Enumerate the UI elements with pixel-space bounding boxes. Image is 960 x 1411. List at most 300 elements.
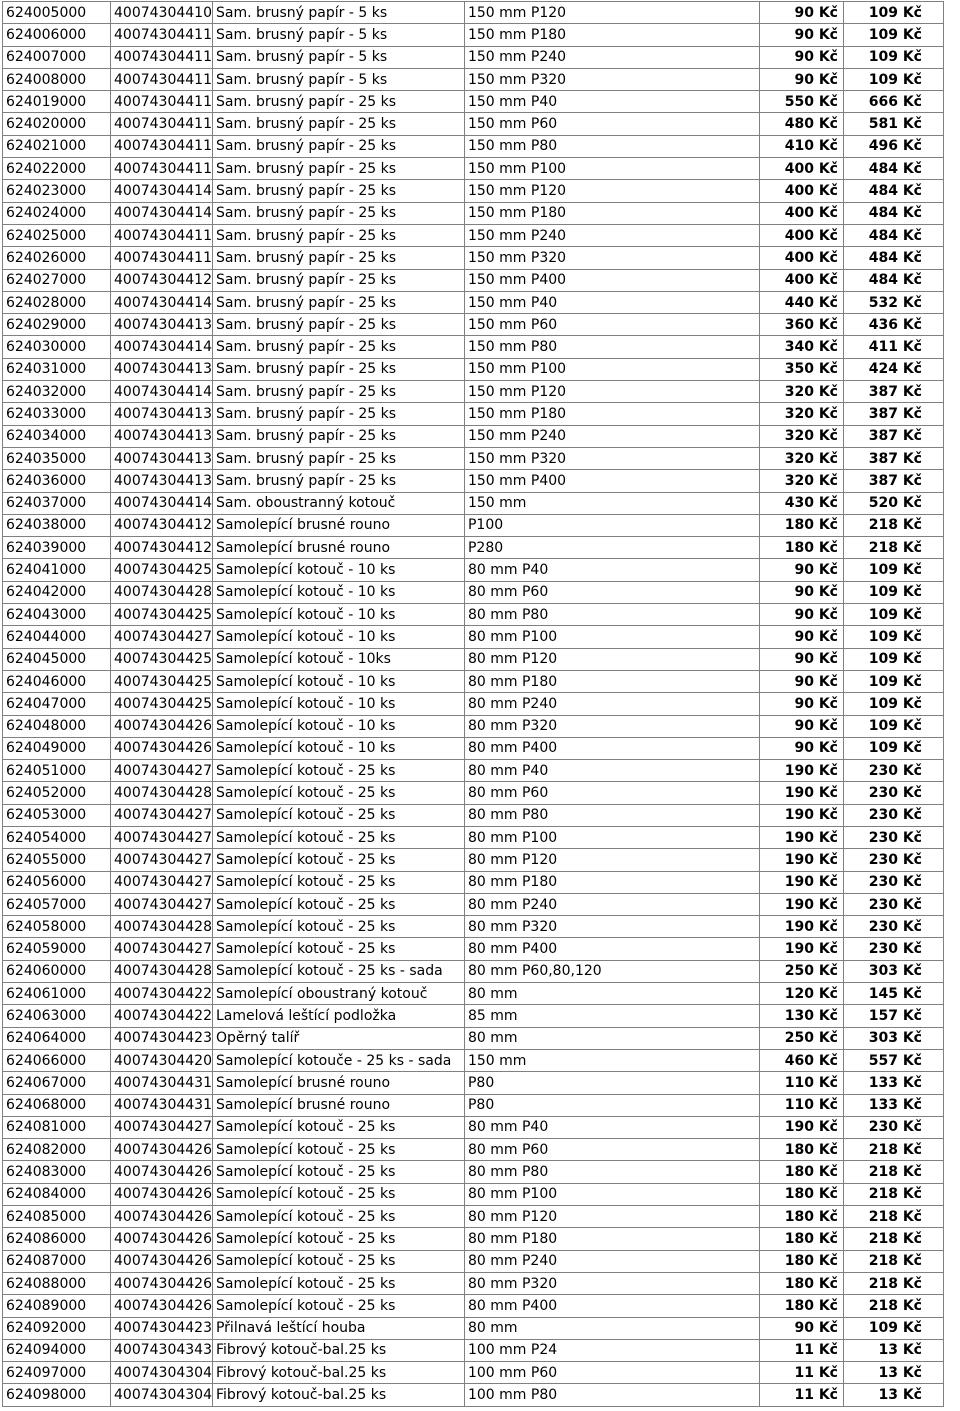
price-cell: 190 Kč: [759, 938, 843, 960]
size-grit-cell: 80 mm: [464, 1317, 759, 1339]
product-code-cell: 624064000: [3, 1027, 111, 1049]
ean-cell: 40074304428: [111, 960, 213, 982]
price-with-vat-cell: 109 Kč: [843, 626, 943, 648]
price-with-vat-cell: 484 Kč: [843, 180, 943, 202]
price-cell: 180 Kč: [759, 1295, 843, 1317]
ean-cell: 40074304412: [111, 537, 213, 559]
table-row: [3, 983, 944, 1005]
price-cell: 90 Kč: [759, 2, 843, 24]
price-list-body: [3, 2, 944, 1407]
product-code-cell: 624045000: [3, 648, 111, 670]
price-with-vat-cell: 218 Kč: [843, 1228, 943, 1250]
price-cell: 440 Kč: [759, 291, 843, 313]
ean-cell: 40074304411: [111, 113, 213, 135]
table-row: [3, 871, 944, 893]
size-grit-cell: 80 mm P80: [464, 604, 759, 626]
size-grit-cell: 150 mm P40: [464, 91, 759, 113]
table-row: [3, 581, 944, 603]
price-with-vat-cell: 230 Kč: [843, 760, 943, 782]
size-grit-cell: 150 mm P100: [464, 358, 759, 380]
ean-cell: 40074304431: [111, 1072, 213, 1094]
table-row: [3, 1139, 944, 1161]
product-name-cell: Sam. brusný papír - 25 ks: [212, 247, 464, 269]
size-grit-cell: 150 mm P240: [464, 224, 759, 246]
price-cell: 180 Kč: [759, 1206, 843, 1228]
product-code-cell: 624028000: [3, 291, 111, 313]
price-cell: 90 Kč: [759, 670, 843, 692]
price-cell: 430 Kč: [759, 492, 843, 514]
table-row: [3, 1005, 944, 1027]
product-name-cell: Sam. brusný papír - 25 ks: [212, 403, 464, 425]
product-code-cell: 624027000: [3, 269, 111, 291]
product-name-cell: Sam. brusný papír - 25 ks: [212, 381, 464, 403]
product-name-cell: Sam. brusný papír - 25 ks: [212, 91, 464, 113]
ean-cell: 40074304414: [111, 492, 213, 514]
table-row: [3, 916, 944, 938]
size-grit-cell: 150 mm P240: [464, 425, 759, 447]
price-with-vat-cell: 109 Kč: [843, 1317, 943, 1339]
product-name-cell: Fibrový kotouč-bal.25 ks: [212, 1339, 464, 1361]
ean-cell: 40074304426: [111, 1161, 213, 1183]
product-name-cell: Samolepící brusné rouno: [212, 537, 464, 559]
product-name-cell: Sam. brusný papír - 25 ks: [212, 113, 464, 135]
table-row: [3, 135, 944, 157]
size-grit-cell: 150 mm P60: [464, 113, 759, 135]
price-cell: 190 Kč: [759, 871, 843, 893]
product-code-cell: 624086000: [3, 1228, 111, 1250]
size-grit-cell: 80 mm P180: [464, 670, 759, 692]
table-row: [3, 224, 944, 246]
price-with-vat-cell: 133 Kč: [843, 1094, 943, 1116]
table-row: [3, 113, 944, 135]
price-with-vat-cell: 218 Kč: [843, 1183, 943, 1205]
table-row: [3, 1072, 944, 1094]
price-with-vat-cell: 484 Kč: [843, 247, 943, 269]
price-with-vat-cell: 303 Kč: [843, 1027, 943, 1049]
ean-cell: 40074304411: [111, 224, 213, 246]
price-with-vat-cell: 218 Kč: [843, 1206, 943, 1228]
ean-cell: 40074304426: [111, 1295, 213, 1317]
size-grit-cell: 80 mm P60,80,120: [464, 960, 759, 982]
price-with-vat-cell: 484 Kč: [843, 158, 943, 180]
size-grit-cell: 80 mm P40: [464, 559, 759, 581]
price-with-vat-cell: 109 Kč: [843, 604, 943, 626]
product-code-cell: 624043000: [3, 604, 111, 626]
size-grit-cell: 150 mm P400: [464, 269, 759, 291]
size-grit-cell: 80 mm: [464, 1027, 759, 1049]
price-with-vat-cell: 230 Kč: [843, 938, 943, 960]
product-name-cell: Sam. brusný papír - 25 ks: [212, 202, 464, 224]
table-row: [3, 670, 944, 692]
product-code-cell: 624085000: [3, 1206, 111, 1228]
ean-cell: 40074304427: [111, 760, 213, 782]
price-cell: 350 Kč: [759, 358, 843, 380]
table-row: [3, 1116, 944, 1138]
product-name-cell: Sam. brusný papír - 25 ks: [212, 269, 464, 291]
price-with-vat-cell: 145 Kč: [843, 983, 943, 1005]
price-with-vat-cell: 109 Kč: [843, 648, 943, 670]
ean-cell: 40074304426: [111, 1228, 213, 1250]
size-grit-cell: 150 mm P60: [464, 314, 759, 336]
size-grit-cell: 80 mm P60: [464, 581, 759, 603]
product-code-cell: 624058000: [3, 916, 111, 938]
table-row: [3, 403, 944, 425]
table-row: [3, 604, 944, 626]
ean-cell: 40074304428: [111, 581, 213, 603]
table-row: [3, 782, 944, 804]
price-with-vat-cell: 666 Kč: [843, 91, 943, 113]
product-code-cell: 624039000: [3, 537, 111, 559]
product-name-cell: Lamelová leštící podložka: [212, 1005, 464, 1027]
product-code-cell: 624061000: [3, 983, 111, 1005]
product-name-cell: Samolepící kotouč - 25 ks: [212, 826, 464, 848]
ean-cell: 40074304412: [111, 514, 213, 536]
size-grit-cell: P100: [464, 514, 759, 536]
ean-cell: 40074304425: [111, 693, 213, 715]
size-grit-cell: 80 mm P180: [464, 871, 759, 893]
size-grit-cell: 150 mm P40: [464, 291, 759, 313]
price-cell: 480 Kč: [759, 113, 843, 135]
product-code-cell: 624056000: [3, 871, 111, 893]
price-with-vat-cell: 109 Kč: [843, 737, 943, 759]
product-code-cell: 624055000: [3, 849, 111, 871]
product-name-cell: Samolepící kotouč - 25 ks: [212, 1206, 464, 1228]
size-grit-cell: 80 mm P40: [464, 760, 759, 782]
product-name-cell: Samolepící kotouč - 10 ks: [212, 626, 464, 648]
size-grit-cell: 80 mm P240: [464, 893, 759, 915]
price-cell: 320 Kč: [759, 403, 843, 425]
table-row: [3, 514, 944, 536]
price-cell: 90 Kč: [759, 24, 843, 46]
product-code-cell: 624046000: [3, 670, 111, 692]
price-cell: 90 Kč: [759, 604, 843, 626]
size-grit-cell: 80 mm P60: [464, 1139, 759, 1161]
price-cell: 180 Kč: [759, 514, 843, 536]
product-code-cell: 624038000: [3, 514, 111, 536]
price-with-vat-cell: 387 Kč: [843, 447, 943, 469]
price-cell: 320 Kč: [759, 447, 843, 469]
size-grit-cell: 150 mm P80: [464, 135, 759, 157]
product-name-cell: Samolepící kotouč - 25 ks: [212, 916, 464, 938]
product-name-cell: Samolepící kotouč - 25 ks: [212, 871, 464, 893]
price-with-vat-cell: 484 Kč: [843, 202, 943, 224]
table-row: [3, 24, 944, 46]
product-code-cell: 624022000: [3, 158, 111, 180]
ean-cell: 40074304304: [111, 1362, 213, 1384]
price-with-vat-cell: 520 Kč: [843, 492, 943, 514]
table-row: [3, 1362, 944, 1384]
table-row: [3, 737, 944, 759]
product-name-cell: Samolepící kotouč - 25 ks: [212, 893, 464, 915]
product-name-cell: Samolepící kotouč - 25 ks: [212, 1116, 464, 1138]
product-name-cell: Sam. brusný papír - 25 ks: [212, 336, 464, 358]
product-name-cell: Sam. brusný papír - 25 ks: [212, 447, 464, 469]
product-name-cell: Sam. brusný papír - 25 ks: [212, 158, 464, 180]
size-grit-cell: 150 mm P180: [464, 403, 759, 425]
size-grit-cell: 80 mm P100: [464, 626, 759, 648]
price-cell: 90 Kč: [759, 648, 843, 670]
product-code-cell: 624067000: [3, 1072, 111, 1094]
size-grit-cell: P80: [464, 1094, 759, 1116]
product-code-cell: 624005000: [3, 2, 111, 24]
price-cell: 250 Kč: [759, 960, 843, 982]
table-row: [3, 626, 944, 648]
table-row: [3, 648, 944, 670]
table-row: [3, 1027, 944, 1049]
size-grit-cell: 150 mm P400: [464, 470, 759, 492]
product-code-cell: 624024000: [3, 202, 111, 224]
size-grit-cell: 80 mm P40: [464, 1116, 759, 1138]
price-with-vat-cell: 303 Kč: [843, 960, 943, 982]
product-name-cell: Samolepící kotouč - 25 ks: [212, 1139, 464, 1161]
size-grit-cell: P280: [464, 537, 759, 559]
product-name-cell: Fibrový kotouč-bal.25 ks: [212, 1362, 464, 1384]
ean-cell: 40074304414: [111, 381, 213, 403]
price-cell: 90 Kč: [759, 559, 843, 581]
table-row: [3, 1317, 944, 1339]
size-grit-cell: 80 mm P400: [464, 1295, 759, 1317]
product-name-cell: Samolepící kotouč - 25 ks: [212, 1250, 464, 1272]
size-grit-cell: 100 mm P80: [464, 1384, 759, 1406]
product-name-cell: Samolepící kotouč - 25 ks: [212, 849, 464, 871]
price-with-vat-cell: 109 Kč: [843, 46, 943, 68]
ean-cell: 40074304427: [111, 893, 213, 915]
product-name-cell: Sam. brusný papír - 5 ks: [212, 46, 464, 68]
product-name-cell: Samolepící kotouč - 25 ks: [212, 804, 464, 826]
ean-cell: 40074304431: [111, 1094, 213, 1116]
price-cell: 90 Kč: [759, 693, 843, 715]
table-row: [3, 46, 944, 68]
price-with-vat-cell: 230 Kč: [843, 849, 943, 871]
product-name-cell: Sam. brusný papír - 25 ks: [212, 425, 464, 447]
product-name-cell: Samolepící kotouč - 10 ks: [212, 715, 464, 737]
table-row: [3, 158, 944, 180]
price-cell: 130 Kč: [759, 1005, 843, 1027]
price-cell: 180 Kč: [759, 1161, 843, 1183]
price-cell: 190 Kč: [759, 916, 843, 938]
product-name-cell: Sam. brusný papír - 25 ks: [212, 291, 464, 313]
product-code-cell: 624006000: [3, 24, 111, 46]
product-name-cell: Opěrný talíř: [212, 1027, 464, 1049]
product-name-cell: Fibrový kotouč-bal.25 ks: [212, 1384, 464, 1406]
price-with-vat-cell: 496 Kč: [843, 135, 943, 157]
ean-cell: 40074304411: [111, 135, 213, 157]
table-row: [3, 336, 944, 358]
size-grit-cell: 100 mm P60: [464, 1362, 759, 1384]
product-code-cell: 624037000: [3, 492, 111, 514]
product-code-cell: 624032000: [3, 381, 111, 403]
ean-cell: 40074304428: [111, 916, 213, 938]
price-cell: 110 Kč: [759, 1094, 843, 1116]
product-name-cell: Samolepící kotouč - 10 ks: [212, 693, 464, 715]
product-code-cell: 624063000: [3, 1005, 111, 1027]
table-row: [3, 470, 944, 492]
product-name-cell: Samolepící kotouč - 25 ks: [212, 782, 464, 804]
ean-cell: 40074304411: [111, 68, 213, 90]
size-grit-cell: 80 mm P100: [464, 826, 759, 848]
table-row: [3, 804, 944, 826]
product-name-cell: Samolepící kotouč - 25 ks: [212, 1272, 464, 1294]
table-row: [3, 960, 944, 982]
price-with-vat-cell: 484 Kč: [843, 269, 943, 291]
table-row: [3, 2, 944, 24]
price-cell: 90 Kč: [759, 46, 843, 68]
price-cell: 400 Kč: [759, 158, 843, 180]
price-cell: 410 Kč: [759, 135, 843, 157]
table-row: [3, 1094, 944, 1116]
price-with-vat-cell: 109 Kč: [843, 670, 943, 692]
table-row: [3, 849, 944, 871]
product-name-cell: Samolepící kotouč - 10 ks: [212, 559, 464, 581]
price-cell: 190 Kč: [759, 782, 843, 804]
price-with-vat-cell: 218 Kč: [843, 514, 943, 536]
ean-cell: 40074304426: [111, 737, 213, 759]
ean-cell: 40074304411: [111, 247, 213, 269]
price-cell: 190 Kč: [759, 893, 843, 915]
ean-cell: 40074304422: [111, 983, 213, 1005]
price-with-vat-cell: 109 Kč: [843, 24, 943, 46]
price-cell: 190 Kč: [759, 826, 843, 848]
size-grit-cell: 80 mm P240: [464, 693, 759, 715]
table-row: [3, 1206, 944, 1228]
product-name-cell: Přilnavá leštící houba: [212, 1317, 464, 1339]
product-name-cell: Samolepící brusné rouno: [212, 1094, 464, 1116]
table-row: [3, 381, 944, 403]
product-code-cell: 624031000: [3, 358, 111, 380]
size-grit-cell: 80 mm P400: [464, 938, 759, 960]
price-with-vat-cell: 218 Kč: [843, 537, 943, 559]
size-grit-cell: 80 mm P320: [464, 1272, 759, 1294]
price-with-vat-cell: 133 Kč: [843, 1072, 943, 1094]
size-grit-cell: 80 mm P120: [464, 849, 759, 871]
product-code-cell: 624047000: [3, 693, 111, 715]
size-grit-cell: 100 mm P24: [464, 1339, 759, 1361]
price-with-vat-cell: 13 Kč: [843, 1362, 943, 1384]
product-code-cell: 624021000: [3, 135, 111, 157]
price-with-vat-cell: 230 Kč: [843, 826, 943, 848]
ean-cell: 40074304414: [111, 202, 213, 224]
table-row: [3, 1384, 944, 1406]
price-with-vat-cell: 424 Kč: [843, 358, 943, 380]
product-code-cell: 624054000: [3, 826, 111, 848]
product-code-cell: 624081000: [3, 1116, 111, 1138]
size-grit-cell: 150 mm P240: [464, 46, 759, 68]
product-code-cell: 624007000: [3, 46, 111, 68]
size-grit-cell: 80 mm P120: [464, 1206, 759, 1228]
product-name-cell: Samolepící kotouč - 10 ks: [212, 737, 464, 759]
table-row: [3, 447, 944, 469]
price-cell: 11 Kč: [759, 1384, 843, 1406]
ean-cell: 40074304413: [111, 358, 213, 380]
size-grit-cell: 150 mm P320: [464, 68, 759, 90]
product-name-cell: Samolepící oboustraný kotouč: [212, 983, 464, 1005]
size-grit-cell: 150 mm P320: [464, 447, 759, 469]
product-name-cell: Samolepící kotouče - 25 ks - sada: [212, 1049, 464, 1071]
ean-cell: 40074304426: [111, 1250, 213, 1272]
ean-cell: 40074304420: [111, 1049, 213, 1071]
price-cell: 320 Kč: [759, 381, 843, 403]
price-with-vat-cell: 13 Kč: [843, 1384, 943, 1406]
table-row: [3, 1049, 944, 1071]
table-row: [3, 1295, 944, 1317]
price-cell: 90 Kč: [759, 1317, 843, 1339]
ean-cell: 40074304423: [111, 1027, 213, 1049]
product-code-cell: 624020000: [3, 113, 111, 135]
product-code-cell: 624094000: [3, 1339, 111, 1361]
product-name-cell: Sam. brusný papír - 5 ks: [212, 24, 464, 46]
table-row: [3, 68, 944, 90]
product-code-cell: 624034000: [3, 425, 111, 447]
product-code-cell: 624087000: [3, 1250, 111, 1272]
product-name-cell: Samolepící brusné rouno: [212, 514, 464, 536]
size-grit-cell: 80 mm P180: [464, 1228, 759, 1250]
size-grit-cell: 80 mm P240: [464, 1250, 759, 1272]
price-with-vat-cell: 13 Kč: [843, 1339, 943, 1361]
product-code-cell: 624026000: [3, 247, 111, 269]
product-code-cell: 624035000: [3, 447, 111, 469]
size-grit-cell: 80 mm P60: [464, 782, 759, 804]
product-code-cell: 624089000: [3, 1295, 111, 1317]
size-grit-cell: 80 mm P80: [464, 804, 759, 826]
price-cell: 340 Kč: [759, 336, 843, 358]
product-name-cell: Samolepící kotouč - 25 ks - sada: [212, 960, 464, 982]
ean-cell: 40074304423: [111, 1317, 213, 1339]
size-grit-cell: 150 mm P180: [464, 24, 759, 46]
ean-cell: 40074304427: [111, 804, 213, 826]
table-row: [3, 1183, 944, 1205]
price-with-vat-cell: 230 Kč: [843, 893, 943, 915]
product-name-cell: Sam. brusný papír - 25 ks: [212, 224, 464, 246]
price-with-vat-cell: 387 Kč: [843, 425, 943, 447]
ean-cell: 40074304422: [111, 1005, 213, 1027]
price-with-vat-cell: 230 Kč: [843, 916, 943, 938]
product-name-cell: Sam. oboustranný kotouč: [212, 492, 464, 514]
table-row: [3, 492, 944, 514]
size-grit-cell: 80 mm P320: [464, 916, 759, 938]
product-code-cell: 624098000: [3, 1384, 111, 1406]
product-code-cell: 624023000: [3, 180, 111, 202]
product-name-cell: Samolepící kotouč - 10 ks: [212, 604, 464, 626]
product-code-cell: 624057000: [3, 893, 111, 915]
product-name-cell: Sam. brusný papír - 25 ks: [212, 314, 464, 336]
ean-cell: 40074304411: [111, 158, 213, 180]
table-row: [3, 314, 944, 336]
ean-cell: 40074304426: [111, 1206, 213, 1228]
product-name-cell: Samolepící kotouč - 10 ks: [212, 581, 464, 603]
ean-cell: 40074304427: [111, 826, 213, 848]
product-code-cell: 624025000: [3, 224, 111, 246]
price-cell: 190 Kč: [759, 760, 843, 782]
price-with-vat-cell: 484 Kč: [843, 224, 943, 246]
price-cell: 11 Kč: [759, 1339, 843, 1361]
product-name-cell: Samolepící brusné rouno: [212, 1072, 464, 1094]
product-name-cell: Sam. brusný papír - 5 ks: [212, 2, 464, 24]
product-code-cell: 624051000: [3, 760, 111, 782]
ean-cell: 40074304412: [111, 269, 213, 291]
size-grit-cell: 150 mm P120: [464, 180, 759, 202]
product-code-cell: 624084000: [3, 1183, 111, 1205]
size-grit-cell: 150 mm: [464, 492, 759, 514]
price-cell: 190 Kč: [759, 1116, 843, 1138]
table-row: [3, 760, 944, 782]
ean-cell: 40074304411: [111, 91, 213, 113]
product-code-cell: 624030000: [3, 336, 111, 358]
ean-cell: 40074304425: [111, 648, 213, 670]
price-cell: 90 Kč: [759, 581, 843, 603]
product-code-cell: 624036000: [3, 470, 111, 492]
table-row: [3, 1339, 944, 1361]
product-name-cell: Sam. brusný papír - 25 ks: [212, 358, 464, 380]
